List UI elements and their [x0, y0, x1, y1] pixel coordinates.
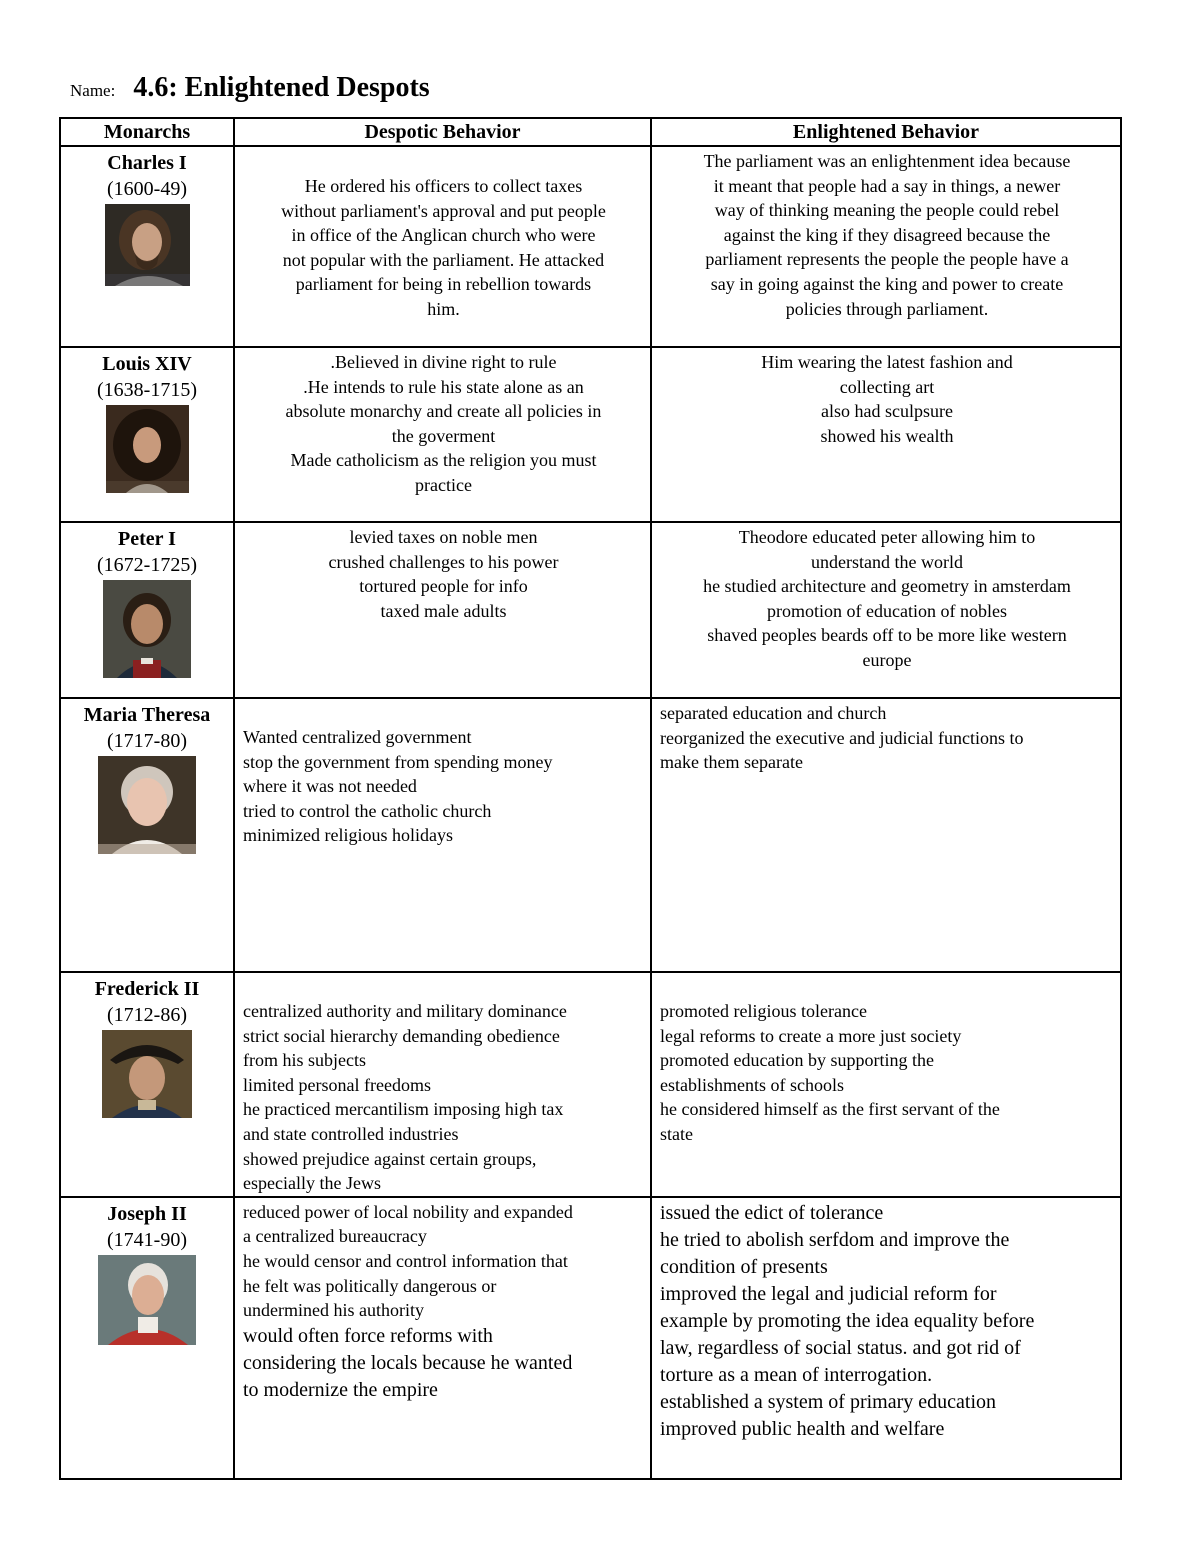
despotic-text: .Believed in divine right to rule .He intends to rule his state alone as an absolute monarchy and create all policies in the goverment Made catholicism as the religion you must practice: [285, 352, 602, 495]
table-row: [60, 347, 1121, 522]
table-row: [60, 1197, 1121, 1479]
enlightened-cell: [651, 146, 1121, 347]
header-despotic-behavior: Despotic Behavior: [234, 118, 651, 146]
enlightened-text: Him wearing the latest fashion and collecting art also had sculpsure showed his wealth: [761, 352, 1013, 446]
page-title: 4.6: Enlightened Despots: [133, 72, 430, 103]
despotic-cell: [234, 972, 651, 1197]
despotic-text: Wanted centralized government stop the government from spending money where it was not needed tried to control the catholic church minimized religious holidays: [243, 727, 553, 846]
name-label: Name:: [70, 81, 116, 100]
monarch-years: (1717-80): [107, 730, 187, 752]
enlightened-cell: [651, 972, 1121, 1197]
enlightened-cell: [651, 522, 1121, 698]
monarch-name: Frederick II: [94, 978, 200, 1000]
enlightened-text: Theodore educated peter allowing him to understand the world he studied architecture and geometry in amsterdam promotion of education of nobles shaved peoples beards off to be more like western europe: [703, 527, 1071, 670]
monarch-years: (1638-1715): [97, 379, 197, 401]
monarch-cell: [60, 1197, 234, 1479]
monarch-years: (1600-49): [107, 178, 187, 200]
monarch-years: (1672-1725): [97, 554, 197, 576]
table-header-row: [60, 118, 1121, 146]
frederick-ii-portrait: [102, 1030, 192, 1118]
joseph-ii-portrait: [98, 1255, 196, 1345]
table-row: [60, 972, 1121, 1197]
enlightened-text: separated education and church reorganized the executive and judicial functions to make them separate: [660, 703, 1024, 773]
despotic-text: He ordered his officers to collect taxes without parliament's approval and put people in office of the Anglican church who were not popular with the parliament. He attacked parliament for being in rebellion towards him.: [281, 176, 606, 319]
monarch-cell: [60, 972, 234, 1197]
monarch-name: Maria Theresa: [83, 704, 211, 726]
monarch-name: Joseph II: [107, 1202, 187, 1225]
enlightened-cell: [651, 698, 1121, 972]
despotic-text: reduced power of local nobility and expanded a centralized bureaucracy he would censor and control information that he felt was politically dangerous or undermined his authority: [243, 1201, 573, 1321]
table-row: [60, 146, 1121, 347]
enlightened-text: The parliament was an enlightenment idea because it meant that people had a say in things, a newer way of thinking meaning the people could rebel against the king if they disagreed because the parliament represents the people the people have a say in going against the king and power to create policies through parliament.: [703, 151, 1071, 319]
peter-i-portrait: [103, 580, 191, 678]
monarch-name: Charles I: [107, 152, 187, 174]
enlightened-text: promoted religious tolerance legal reforms to create a more just society promoted education by supporting the establishments of schools he considered himself as the first servant of the state: [660, 1001, 1000, 1144]
monarch-cell: [60, 347, 234, 522]
despotic-text-continued: would often force reforms with considering the locals because he wanted to modernize the empire: [243, 1324, 573, 1401]
monarch-years: (1741-90): [107, 1228, 187, 1251]
monarch-cell: [60, 522, 234, 698]
header-monarchs: Monarchs: [60, 118, 234, 146]
header-enlightened-behavior: Enlightened Behavior: [651, 118, 1121, 146]
despotic-text: levied taxes on noble men crushed challenges to his power tortured people for info taxed male adults: [328, 527, 559, 621]
despotic-cell: [234, 1197, 651, 1479]
charles-i-portrait: [105, 204, 190, 286]
maria-theresa-portrait: [98, 756, 196, 854]
enlightened-cell: [651, 1197, 1121, 1479]
page-header: [70, 72, 430, 112]
monarch-name: Louis XIV: [102, 353, 192, 375]
despotic-cell: [234, 347, 651, 522]
despotic-cell: [234, 522, 651, 698]
table-row: [60, 522, 1121, 698]
louis-xiv-portrait: [106, 405, 189, 493]
monarch-years: (1712-86): [107, 1004, 187, 1026]
monarch-cell: [60, 698, 234, 972]
despotic-text: centralized authority and military dominance strict social hierarchy demanding obedience from his subjects limited personal freedoms he practiced mercantilism imposing high tax and state controlled industries showed prejudice against certain groups, especially the Jews: [243, 1001, 567, 1194]
enlightened-cell: [651, 347, 1121, 522]
monarch-name: Peter I: [118, 528, 176, 550]
despots-table: [59, 117, 1122, 1480]
monarch-cell: [60, 146, 234, 347]
despotic-cell: [234, 698, 651, 972]
despotic-cell: [234, 146, 651, 347]
table-row: [60, 698, 1121, 972]
enlightened-text: issued the edict of tolerance he tried to abolish serfdom and improve the condition of presents improved the legal and judicial reform for example by promoting the idea equality before law, regardless of social status. and got rid of torture as a mean of interrogation. established a system of primary education improved public health and welfare: [660, 1201, 1035, 1440]
